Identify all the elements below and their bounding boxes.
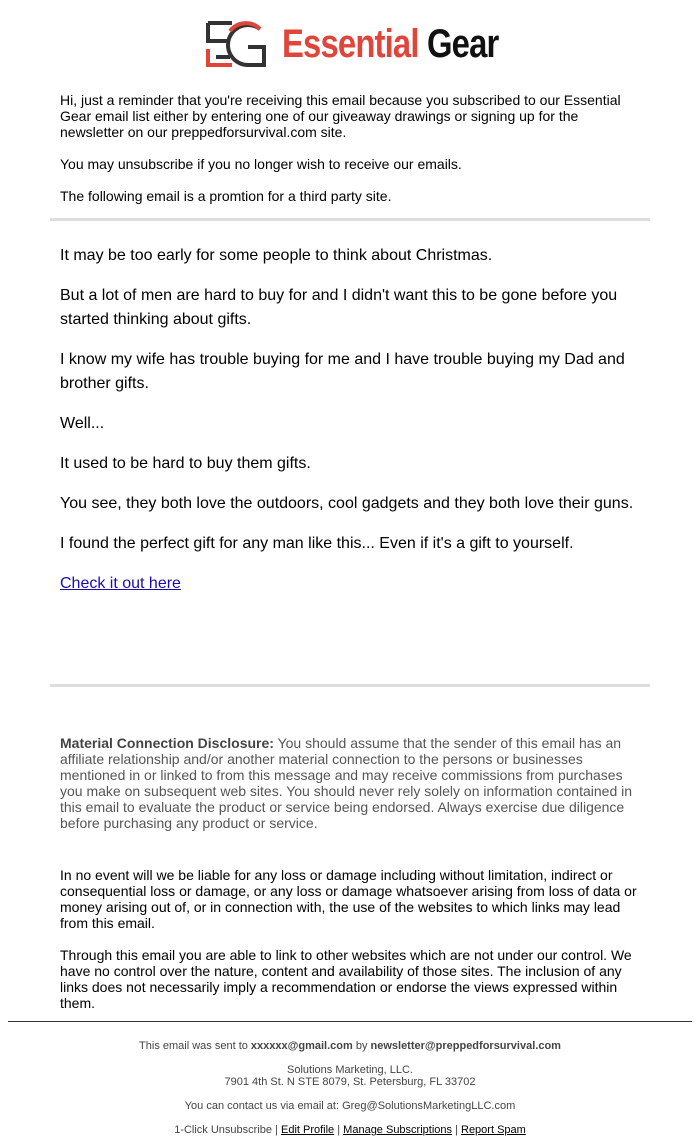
logo-text-gear: Gear	[426, 21, 499, 66]
recipient-email: xxxxxx@gmail.com	[250, 1040, 353, 1052]
footer	[0, 1040, 700, 1139]
intro-paragraph: You may unsubscribe if you no longer wish to receive our emails.	[60, 156, 462, 172]
legal-paragraph: In no event will we be liable for any loss or damage including without limitation, indirect or consequential loss or damage, or any loss or damage whatsoever arising from loss of data or money arising out of, or in connection with, the use of the websites to which links may lead from this email.	[60, 867, 637, 931]
disclosure-title: Material Connection Disclosure:	[60, 735, 274, 751]
separator: |	[272, 1124, 281, 1136]
contact-info: You can contact us via email at: Greg@SolutionsMarketingLLC.com	[184, 1100, 516, 1112]
sent-prefix: This email was sent to	[139, 1040, 251, 1052]
body-paragraph: Well...	[60, 415, 105, 432]
disclosure-text: You should assume that the sender of this email has an affiliate relationship and/or another material connection to the persons or businesses mentioned in or linked to from this message and may receive commissions from purchases you make on subsequent web sites. You should never rely solely on information contained in this email to evaluate the product or service being endorsed. Always exercise due diligence before purchasing any product or service.	[60, 735, 633, 831]
company-name: Solutions Marketing, LLC.	[287, 1064, 413, 1076]
logo-text-essential: Essential	[282, 21, 419, 66]
body-paragraph: I know my wife has trouble buying for me and I have trouble buying my Dad and brother gifts.	[60, 351, 625, 392]
unsubscribe-link[interactable]: 1-Click Unsubscribe	[174, 1124, 272, 1136]
body-paragraph: It may be too early for some people to think about Christmas.	[60, 247, 493, 264]
check-it-out-link[interactable]: Check it out here	[60, 575, 181, 592]
eg-monogram-icon	[204, 19, 268, 69]
body-paragraph: But a lot of men are hard to buy for and I didn't want this to be gone before you started thinking about gifts.	[60, 287, 618, 328]
intro-notice	[60, 92, 642, 220]
report-spam-link[interactable]: Report Spam	[461, 1124, 526, 1136]
essential-gear-logo	[204, 18, 546, 70]
legal-paragraph: Through this email you are able to link to other websites which are not under our control. We have no control over the nature, content and availability of those sites. The inclusion of any links does not necessarily imply a recommendation or endorse the views expressed within them.	[60, 947, 632, 1011]
by-text: by	[352, 1040, 371, 1052]
separator: |	[334, 1124, 344, 1136]
divider	[50, 218, 650, 221]
sender-email: newsletter@preppedforsurvival.com	[370, 1040, 561, 1052]
company-address: 7901 4th St. N STE 8079, St. Petersburg, FL 33702	[224, 1076, 476, 1088]
intro-paragraph: The following email is a promtion for a third party site.	[60, 188, 392, 204]
footer-divider	[8, 1021, 692, 1022]
body-paragraph: It used to be hard to buy them gifts.	[60, 455, 311, 472]
legal-notice	[60, 867, 642, 1027]
intro-paragraph: Hi, just a reminder that you're receiving this email because you subscribed to our Essential Gear email list either by entering one of our giveaway drawings or signing up for the newsletter on our preppedforsurvival.com site.	[60, 92, 621, 140]
edit-profile-link[interactable]: Edit Profile	[280, 1124, 335, 1136]
body-paragraph: You see, they both love the outdoors, cool gadgets and they both love their guns.	[60, 495, 634, 512]
disclosure	[60, 735, 642, 831]
main-message	[60, 244, 642, 612]
separator: |	[452, 1124, 461, 1136]
body-paragraph: I found the perfect gift for any man like this... Even if it's a gift to yourself.	[60, 535, 574, 552]
manage-subscriptions-link[interactable]: Manage Subscriptions	[343, 1124, 453, 1136]
divider	[50, 684, 650, 687]
